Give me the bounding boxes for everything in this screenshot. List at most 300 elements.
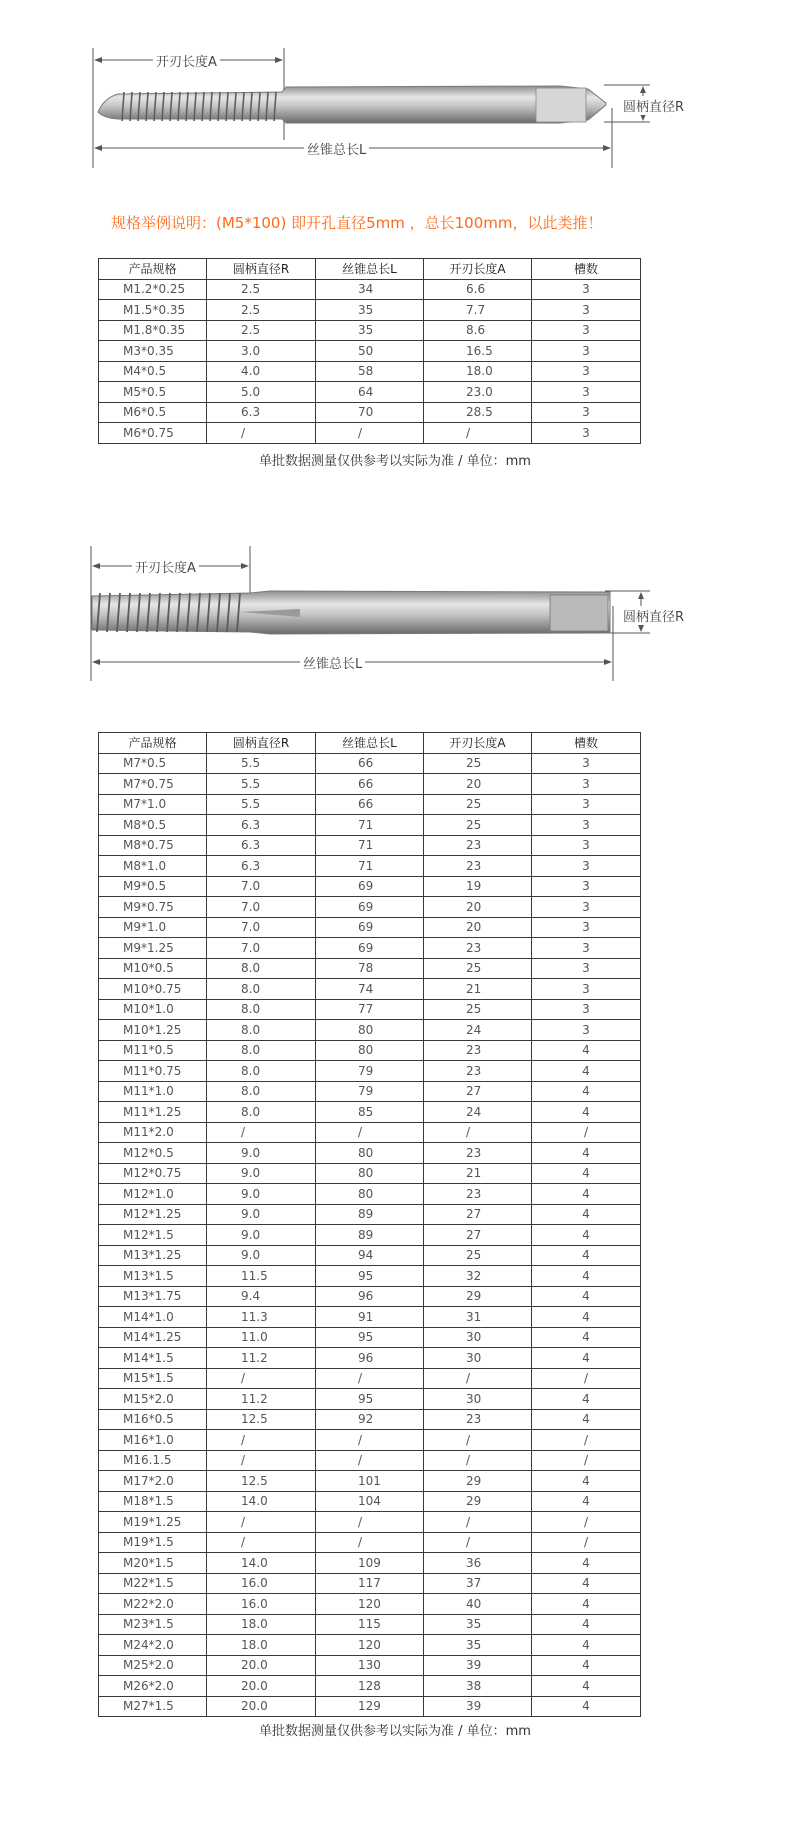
table-row bbox=[99, 1184, 641, 1205]
table-row bbox=[99, 1553, 641, 1574]
table-cell: 5.0 bbox=[207, 382, 316, 403]
table-cell: / bbox=[532, 1532, 641, 1553]
table-cell: 9.0 bbox=[207, 1143, 316, 1164]
table-cell: M11*0.75 bbox=[99, 1061, 207, 1082]
table-cell: 85 bbox=[316, 1102, 424, 1123]
spec-table-2 bbox=[98, 732, 641, 1717]
table-cell: M19*1.25 bbox=[99, 1512, 207, 1533]
table-cell: 11.2 bbox=[207, 1348, 316, 1369]
table-cell: 4.0 bbox=[207, 361, 316, 382]
column-header: 槽数 bbox=[532, 259, 641, 280]
table-cell: 11.0 bbox=[207, 1327, 316, 1348]
table-cell: M14*1.0 bbox=[99, 1307, 207, 1328]
table-cell: / bbox=[316, 1122, 424, 1143]
table-cell: 7.0 bbox=[207, 876, 316, 897]
table-row bbox=[99, 1122, 641, 1143]
table-cell: / bbox=[532, 1368, 641, 1389]
table-cell: 4 bbox=[532, 1594, 641, 1615]
label-l: 丝锥总长L bbox=[304, 139, 369, 158]
table-cell: 80 bbox=[316, 1020, 424, 1041]
table-row bbox=[99, 279, 641, 300]
table-cell: 30 bbox=[424, 1389, 532, 1410]
table-cell: / bbox=[316, 1532, 424, 1553]
table-cell: 109 bbox=[316, 1553, 424, 1574]
column-header: 圆柄直径R bbox=[207, 259, 316, 280]
table-row bbox=[99, 815, 641, 836]
table-header-row bbox=[99, 733, 641, 754]
table-cell: 12.5 bbox=[207, 1471, 316, 1492]
table-cell: 3 bbox=[532, 897, 641, 918]
table-row bbox=[99, 897, 641, 918]
table-cell: 6.6 bbox=[424, 279, 532, 300]
table-cell: 3 bbox=[532, 402, 641, 423]
table-row bbox=[99, 423, 641, 444]
table-cell: 6.3 bbox=[207, 856, 316, 877]
table-cell: / bbox=[207, 1512, 316, 1533]
table-row bbox=[99, 1081, 641, 1102]
table-cell: M22*2.0 bbox=[99, 1594, 207, 1615]
table-row bbox=[99, 1676, 641, 1697]
table-cell: 32 bbox=[424, 1266, 532, 1287]
table-cell: 8.0 bbox=[207, 958, 316, 979]
table-cell: 70 bbox=[316, 402, 424, 423]
table-cell: 4 bbox=[532, 1696, 641, 1717]
table-cell: / bbox=[424, 1430, 532, 1451]
table-cell: 19 bbox=[424, 876, 532, 897]
table-cell: 4 bbox=[532, 1409, 641, 1430]
table-cell: 104 bbox=[316, 1491, 424, 1512]
table-cell: 69 bbox=[316, 938, 424, 959]
table-cell: 23 bbox=[424, 856, 532, 877]
table-cell: M11*1.0 bbox=[99, 1081, 207, 1102]
table-cell: 25 bbox=[424, 999, 532, 1020]
table-cell: M14*1.25 bbox=[99, 1327, 207, 1348]
table-cell: 4 bbox=[532, 1163, 641, 1184]
table-row bbox=[99, 979, 641, 1000]
table-cell: 4 bbox=[532, 1327, 641, 1348]
table-cell: M27*1.5 bbox=[99, 1696, 207, 1717]
table-header-row bbox=[99, 259, 641, 280]
table-row bbox=[99, 1573, 641, 1594]
table-cell: 39 bbox=[424, 1696, 532, 1717]
table-cell: / bbox=[316, 1368, 424, 1389]
table-row bbox=[99, 999, 641, 1020]
table-cell: M4*0.5 bbox=[99, 361, 207, 382]
table2-caption: 单批数据测量仅供参考以实际为准 / 单位：mm bbox=[259, 1724, 531, 1739]
column-header: 丝锥总长L bbox=[316, 259, 424, 280]
table-cell: / bbox=[424, 1532, 532, 1553]
table-cell: M7*0.75 bbox=[99, 774, 207, 795]
tap-diagram-1 bbox=[0, 40, 790, 180]
table-cell: 79 bbox=[316, 1061, 424, 1082]
column-header: 开刃长度A bbox=[424, 259, 532, 280]
table-row bbox=[99, 382, 641, 403]
table-cell: 71 bbox=[316, 856, 424, 877]
table-cell: 77 bbox=[316, 999, 424, 1020]
table-cell: M13*1.25 bbox=[99, 1245, 207, 1266]
table-row bbox=[99, 1635, 641, 1656]
table-cell: 9.4 bbox=[207, 1286, 316, 1307]
table-cell: 4 bbox=[532, 1184, 641, 1205]
table-row bbox=[99, 1102, 641, 1123]
table-cell: 4 bbox=[532, 1266, 641, 1287]
table-row bbox=[99, 1430, 641, 1451]
table-cell: 3 bbox=[532, 999, 641, 1020]
table-cell: 20 bbox=[424, 897, 532, 918]
table-cell: 35 bbox=[424, 1614, 532, 1635]
table-cell: M11*2.0 bbox=[99, 1122, 207, 1143]
table-cell: / bbox=[424, 423, 532, 444]
tap-diagram-2 bbox=[0, 546, 790, 686]
table-cell: 16.0 bbox=[207, 1573, 316, 1594]
column-header: 丝锥总长L bbox=[316, 733, 424, 754]
table-cell: 95 bbox=[316, 1327, 424, 1348]
table-cell: M11*0.5 bbox=[99, 1040, 207, 1061]
table-cell: 3 bbox=[532, 958, 641, 979]
table-cell: M16*1.0 bbox=[99, 1430, 207, 1451]
table-cell: 34 bbox=[316, 279, 424, 300]
table-cell: 71 bbox=[316, 815, 424, 836]
table-row bbox=[99, 341, 641, 362]
table-cell: M7*1.0 bbox=[99, 794, 207, 815]
table-cell: 3 bbox=[532, 382, 641, 403]
table-cell: M8*0.75 bbox=[99, 835, 207, 856]
table-cell: 16.5 bbox=[424, 341, 532, 362]
table-cell: 30 bbox=[424, 1327, 532, 1348]
table-cell: / bbox=[207, 1430, 316, 1451]
table-cell: 95 bbox=[316, 1266, 424, 1287]
table-cell: / bbox=[316, 1512, 424, 1533]
table-cell: 3 bbox=[532, 341, 641, 362]
table-cell: 11.2 bbox=[207, 1389, 316, 1410]
table-cell: M16*0.5 bbox=[99, 1409, 207, 1430]
table-cell: / bbox=[207, 1122, 316, 1143]
table-cell: 6.3 bbox=[207, 835, 316, 856]
table-cell: M12*1.25 bbox=[99, 1204, 207, 1225]
table-cell: 37 bbox=[424, 1573, 532, 1594]
table-cell: 35 bbox=[316, 320, 424, 341]
table-cell: 4 bbox=[532, 1635, 641, 1656]
table-cell: 91 bbox=[316, 1307, 424, 1328]
table-cell: 4 bbox=[532, 1204, 641, 1225]
table-cell: 4 bbox=[532, 1061, 641, 1082]
table-cell: 9.0 bbox=[207, 1245, 316, 1266]
table-cell: 9.0 bbox=[207, 1225, 316, 1246]
table-cell: 8.0 bbox=[207, 1081, 316, 1102]
table-row bbox=[99, 774, 641, 795]
table-row bbox=[99, 876, 641, 897]
table-cell: 129 bbox=[316, 1696, 424, 1717]
table-cell: 18.0 bbox=[424, 361, 532, 382]
table-cell: 3 bbox=[532, 753, 641, 774]
table-cell: / bbox=[424, 1122, 532, 1143]
table-cell: 4 bbox=[532, 1348, 641, 1369]
table-cell: M17*2.0 bbox=[99, 1471, 207, 1492]
label-a: 开刃长度A bbox=[153, 51, 220, 70]
spec-table-1 bbox=[98, 258, 641, 444]
table-cell: M12*1.5 bbox=[99, 1225, 207, 1246]
table-cell: M9*0.5 bbox=[99, 876, 207, 897]
table-cell: 3 bbox=[532, 835, 641, 856]
table-cell: 29 bbox=[424, 1286, 532, 1307]
table-row bbox=[99, 1655, 641, 1676]
column-header: 产品规格 bbox=[99, 733, 207, 754]
table-cell: M10*0.5 bbox=[99, 958, 207, 979]
table-cell: 3 bbox=[532, 794, 641, 815]
table-cell: 4 bbox=[532, 1040, 641, 1061]
table-cell: 23 bbox=[424, 835, 532, 856]
table-cell: 23 bbox=[424, 1143, 532, 1164]
table-cell: M23*1.5 bbox=[99, 1614, 207, 1635]
table-cell: M7*0.5 bbox=[99, 753, 207, 774]
table-cell: 120 bbox=[316, 1635, 424, 1656]
table-cell: 6.3 bbox=[207, 815, 316, 836]
table-cell: 71 bbox=[316, 835, 424, 856]
table-cell: 4 bbox=[532, 1286, 641, 1307]
table-cell: 3 bbox=[532, 1020, 641, 1041]
table-cell: 79 bbox=[316, 1081, 424, 1102]
table-cell: 66 bbox=[316, 794, 424, 815]
table-cell: M12*1.0 bbox=[99, 1184, 207, 1205]
table-cell: M14*1.5 bbox=[99, 1348, 207, 1369]
table-cell: 27 bbox=[424, 1225, 532, 1246]
table-row bbox=[99, 1327, 641, 1348]
table-cell: 4 bbox=[532, 1307, 641, 1328]
table-cell: / bbox=[532, 1450, 641, 1471]
table-cell: 3.0 bbox=[207, 341, 316, 362]
table-row bbox=[99, 753, 641, 774]
table-cell: M1.5*0.35 bbox=[99, 300, 207, 321]
table-cell: M12*0.75 bbox=[99, 1163, 207, 1184]
table-cell: 36 bbox=[424, 1553, 532, 1574]
table-cell: 2.5 bbox=[207, 320, 316, 341]
table-cell: 66 bbox=[316, 774, 424, 795]
table-cell: 4 bbox=[532, 1573, 641, 1594]
table-cell: 31 bbox=[424, 1307, 532, 1328]
table-row bbox=[99, 1491, 641, 1512]
table-cell: 7.0 bbox=[207, 938, 316, 959]
table-cell: M10*0.75 bbox=[99, 979, 207, 1000]
table-row bbox=[99, 1163, 641, 1184]
table-cell: 96 bbox=[316, 1348, 424, 1369]
table-cell: 35 bbox=[316, 300, 424, 321]
table-cell: 74 bbox=[316, 979, 424, 1000]
table-cell: 8.0 bbox=[207, 1040, 316, 1061]
table-cell: 66 bbox=[316, 753, 424, 774]
table-cell: M18*1.5 bbox=[99, 1491, 207, 1512]
table-cell: 128 bbox=[316, 1676, 424, 1697]
table-cell: M20*1.5 bbox=[99, 1553, 207, 1574]
table1-caption: 单批数据测量仅供参考以实际为准 / 单位：mm bbox=[259, 454, 531, 469]
table-cell: M26*2.0 bbox=[99, 1676, 207, 1697]
table-cell: 69 bbox=[316, 917, 424, 938]
table-row bbox=[99, 856, 641, 877]
table-cell: 5.5 bbox=[207, 774, 316, 795]
table-cell: M24*2.0 bbox=[99, 1635, 207, 1656]
table-cell: 69 bbox=[316, 897, 424, 918]
table-row bbox=[99, 938, 641, 959]
table-cell: M3*0.35 bbox=[99, 341, 207, 362]
table-cell: 3 bbox=[532, 815, 641, 836]
table-cell: 20 bbox=[424, 917, 532, 938]
table-cell: M6*0.75 bbox=[99, 423, 207, 444]
table-cell: 101 bbox=[316, 1471, 424, 1492]
table-cell: 20.0 bbox=[207, 1655, 316, 1676]
table-cell: 28.5 bbox=[424, 402, 532, 423]
table-cell: / bbox=[207, 1532, 316, 1553]
table-row bbox=[99, 1471, 641, 1492]
table-cell: 80 bbox=[316, 1184, 424, 1205]
table-cell: 39 bbox=[424, 1655, 532, 1676]
table-cell: 4 bbox=[532, 1143, 641, 1164]
table-cell: 18.0 bbox=[207, 1614, 316, 1635]
table-cell: 12.5 bbox=[207, 1409, 316, 1430]
table-cell: 3 bbox=[532, 423, 641, 444]
table-cell: 8.0 bbox=[207, 999, 316, 1020]
table-cell: M9*1.0 bbox=[99, 917, 207, 938]
table-row bbox=[99, 1245, 641, 1266]
table-row bbox=[99, 1368, 641, 1389]
table-row bbox=[99, 1348, 641, 1369]
table-cell: 130 bbox=[316, 1655, 424, 1676]
table-cell: 5.5 bbox=[207, 753, 316, 774]
table-cell: 18.0 bbox=[207, 1635, 316, 1656]
table-cell: 80 bbox=[316, 1040, 424, 1061]
table-cell: M9*1.25 bbox=[99, 938, 207, 959]
table-row bbox=[99, 1020, 641, 1041]
table-cell: / bbox=[207, 1450, 316, 1471]
table-cell: / bbox=[316, 1450, 424, 1471]
table-row bbox=[99, 1389, 641, 1410]
table-cell: 2.5 bbox=[207, 279, 316, 300]
table-cell: / bbox=[532, 1122, 641, 1143]
table-cell: 23 bbox=[424, 1409, 532, 1430]
table-cell: M16.1.5 bbox=[99, 1450, 207, 1471]
table-row bbox=[99, 361, 641, 382]
table-row bbox=[99, 320, 641, 341]
table-cell: 6.3 bbox=[207, 402, 316, 423]
column-header: 产品规格 bbox=[99, 259, 207, 280]
table-cell: 24 bbox=[424, 1020, 532, 1041]
table-cell: 4 bbox=[532, 1676, 641, 1697]
column-header: 槽数 bbox=[532, 733, 641, 754]
table-cell: / bbox=[424, 1512, 532, 1533]
table-cell: 20.0 bbox=[207, 1696, 316, 1717]
table-cell: 4 bbox=[532, 1471, 641, 1492]
table-cell: 9.0 bbox=[207, 1204, 316, 1225]
table-cell: 7.7 bbox=[424, 300, 532, 321]
table-cell: 30 bbox=[424, 1348, 532, 1369]
table-cell: M11*1.25 bbox=[99, 1102, 207, 1123]
table-cell: 29 bbox=[424, 1491, 532, 1512]
table-cell: 8.0 bbox=[207, 1020, 316, 1041]
table-cell: 25 bbox=[424, 815, 532, 836]
table-row bbox=[99, 1512, 641, 1533]
table-cell: 16.0 bbox=[207, 1594, 316, 1615]
table-cell: M25*2.0 bbox=[99, 1655, 207, 1676]
table-row bbox=[99, 402, 641, 423]
table-cell: 11.5 bbox=[207, 1266, 316, 1287]
table-cell: 3 bbox=[532, 917, 641, 938]
table-cell: 3 bbox=[532, 279, 641, 300]
table-cell: 4 bbox=[532, 1655, 641, 1676]
table-row bbox=[99, 1225, 641, 1246]
table-cell: 35 bbox=[424, 1635, 532, 1656]
table-cell: M10*1.0 bbox=[99, 999, 207, 1020]
table-cell: 38 bbox=[424, 1676, 532, 1697]
table-cell: 23 bbox=[424, 1061, 532, 1082]
table-cell: 40 bbox=[424, 1594, 532, 1615]
table-cell: / bbox=[424, 1450, 532, 1471]
table-cell: 5.5 bbox=[207, 794, 316, 815]
table-cell: 23.0 bbox=[424, 382, 532, 403]
table-cell: 14.0 bbox=[207, 1553, 316, 1574]
column-header: 圆柄直径R bbox=[207, 733, 316, 754]
table-cell: M9*0.75 bbox=[99, 897, 207, 918]
table-cell: 25 bbox=[424, 958, 532, 979]
table-row bbox=[99, 1450, 641, 1471]
table-cell: 4 bbox=[532, 1245, 641, 1266]
table-cell: 27 bbox=[424, 1081, 532, 1102]
table-row bbox=[99, 1040, 641, 1061]
table-cell: 23 bbox=[424, 938, 532, 959]
table-row bbox=[99, 1614, 641, 1635]
table-cell: 94 bbox=[316, 1245, 424, 1266]
table-cell: 80 bbox=[316, 1163, 424, 1184]
table-cell: 9.0 bbox=[207, 1163, 316, 1184]
table-cell: 25 bbox=[424, 753, 532, 774]
table-row bbox=[99, 1143, 641, 1164]
table-cell: 8.6 bbox=[424, 320, 532, 341]
table-row bbox=[99, 1696, 641, 1717]
table-cell: / bbox=[532, 1430, 641, 1451]
table-row bbox=[99, 1594, 641, 1615]
table-cell: 96 bbox=[316, 1286, 424, 1307]
column-header: 开刃长度A bbox=[424, 733, 532, 754]
table-cell: 120 bbox=[316, 1594, 424, 1615]
table-cell: 3 bbox=[532, 856, 641, 877]
table-cell: M10*1.25 bbox=[99, 1020, 207, 1041]
table-cell: 3 bbox=[532, 320, 641, 341]
table-cell: 11.3 bbox=[207, 1307, 316, 1328]
table-cell: 3 bbox=[532, 938, 641, 959]
table-cell: 78 bbox=[316, 958, 424, 979]
table-row bbox=[99, 794, 641, 815]
table-row bbox=[99, 1061, 641, 1082]
table-cell: M12*0.5 bbox=[99, 1143, 207, 1164]
table-cell: 69 bbox=[316, 876, 424, 897]
table-cell: 4 bbox=[532, 1553, 641, 1574]
table-cell: 29 bbox=[424, 1471, 532, 1492]
table-cell: 4 bbox=[532, 1389, 641, 1410]
table-cell: 115 bbox=[316, 1614, 424, 1635]
table-cell: 14.0 bbox=[207, 1491, 316, 1512]
table-cell: 95 bbox=[316, 1389, 424, 1410]
table-row bbox=[99, 835, 641, 856]
table-cell: 21 bbox=[424, 979, 532, 1000]
table-cell: 2.5 bbox=[207, 300, 316, 321]
table-cell: 24 bbox=[424, 1102, 532, 1123]
table-cell: M13*1.75 bbox=[99, 1286, 207, 1307]
table-cell: 89 bbox=[316, 1204, 424, 1225]
table-cell: M6*0.5 bbox=[99, 402, 207, 423]
table-cell: M1.2*0.25 bbox=[99, 279, 207, 300]
table-cell: M8*0.5 bbox=[99, 815, 207, 836]
table-cell: / bbox=[207, 423, 316, 444]
table-row bbox=[99, 1307, 641, 1328]
table-cell: 80 bbox=[316, 1143, 424, 1164]
table-row bbox=[99, 1409, 641, 1430]
